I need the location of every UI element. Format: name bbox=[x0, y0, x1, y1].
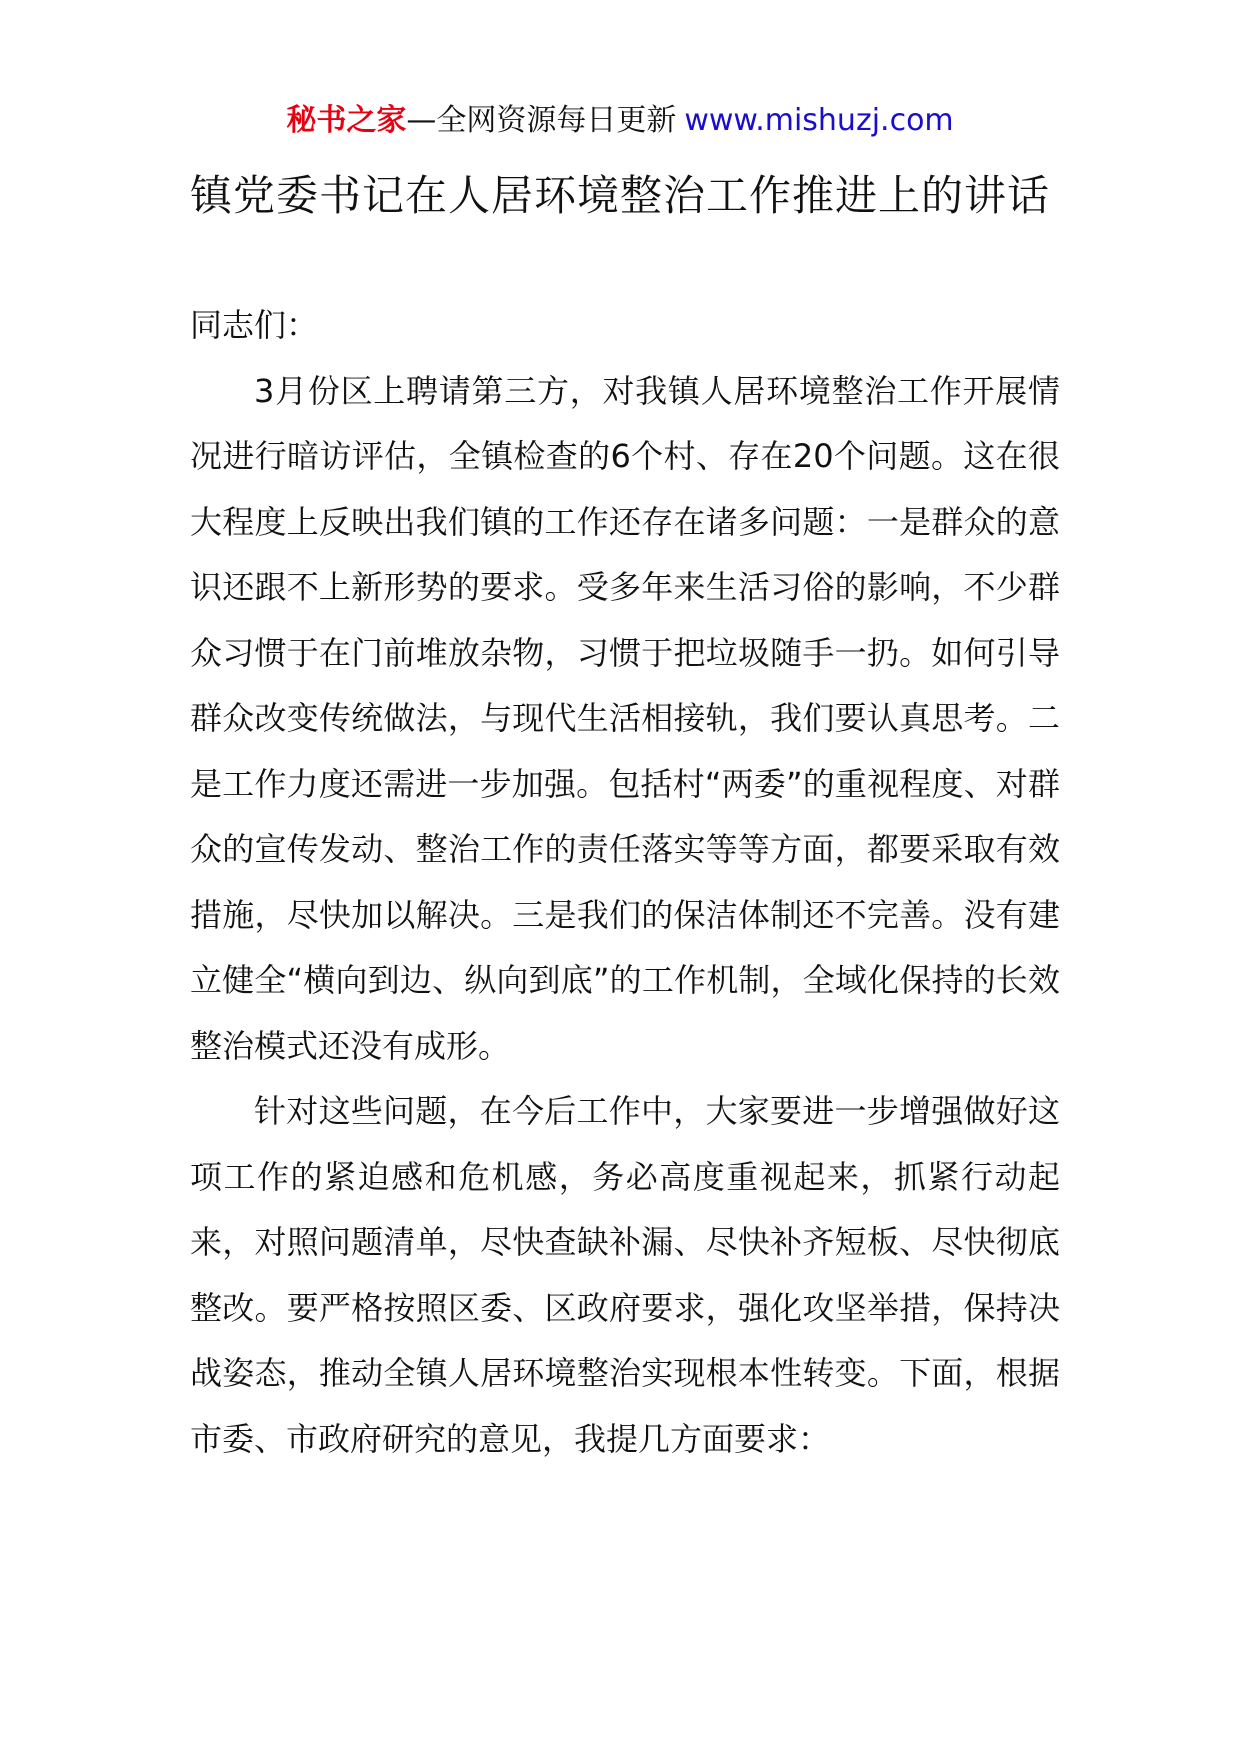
paragraph: 针对这些问题，在今后工作中，大家要进一步增强做好这项工作的紧迫感和危机感，务必高度重视起来，抓紧行动起来，对照问题清单，尽快查缺补漏、尽快补齐短板、尽快彻底整改。要严格按照区委、区政府要求，强化攻坚举措，保持决战姿态，推动全镇人居环境整治实现根本性转变。下面，根据市委、市政府研究的意见，我提几方面要求： bbox=[190, 1092, 1060, 1458]
document-body bbox=[190, 293, 1060, 1472]
brand-name: 秘书之家 bbox=[286, 103, 407, 138]
site-url-link[interactable]: www.mishuzj.com bbox=[684, 103, 954, 138]
salutation: 同志们： bbox=[190, 306, 319, 344]
header-tagline: —全网资源每日更新 bbox=[406, 103, 677, 138]
paragraph: 3月份区上聘请第三方，对我镇人居环境整治工作开展情况进行暗访评估，全镇检查的6个村、存在20个问题。这在很大程度上反映出我们镇的工作还存在诸多问题：一是群众的意识还跟不上新形势的要求。受多年来生活习俗的影响，不少群众习惯于在门前堆放杂物，习惯于把垃圾随手一扔。如何引导群众改变传统做法，与现代生活相接轨，我们要认真思考。二是工作力度还需进一步加强。包括村“两委”的重视程度、对群众的宣传发动、整治工作的责任落实等等方面，都要采取有效措施，尽快加以解决。三是我们的保洁体制还不完善。没有建立健全“横向到边、纵向到底”的工作机制，全域化保持的长效整治模式还没有成形。 bbox=[190, 371, 1060, 1065]
site-header bbox=[0, 100, 1240, 142]
document-title: 镇党委书记在人居环境整治工作推进上的讲话 bbox=[189, 171, 1050, 220]
